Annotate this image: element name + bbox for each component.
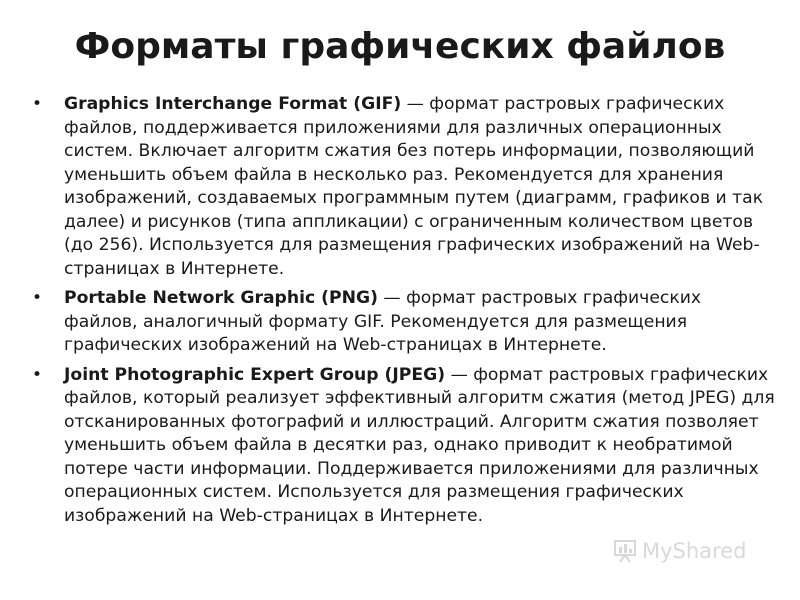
bullet-term: Graphics Interchange Format (GIF)	[64, 94, 402, 114]
bullet-term: Joint Photographic Expert Group (JPEG)	[64, 364, 446, 385]
watermark-text: MyShared	[642, 539, 747, 563]
bullet-term: Portable Network Graphic (PNG)	[64, 288, 378, 308]
slide-title: Форматы графических файлов	[74, 26, 726, 67]
bullet-text: — формат растровых графических файлов, поддерживается приложениями для различных операционных систем. Включает алгоритм сжатия без потерь информации, позволяющий уменьшить объем файла в несколько раз. Рекомендуется для хранения изображений, создаваемых программным путем (диаграмм, графиков и так далее) и рисунков (типа аппликации) с ограниченным количеством цветов (до 256). Используется для размещения графических изображений на Web-страницах в Интернете.	[64, 94, 764, 279]
bullet-text: — формат растровых графических файлов, аналогичный формату GIF. Рекомендуется для размещения графических изображений на Web-страницах в Интернете.	[64, 288, 702, 355]
presentation-board-icon	[612, 538, 638, 564]
bullet-dot-icon: •	[32, 364, 43, 385]
bullet-item-jpeg	[30, 364, 780, 529]
bullet-text: — формат растровых графических файлов, который реализует эффективный алгоритм сжатия (метод JPEG) для отсканированных фотографий и иллюстраций. Алгоритм сжатия позволяет уменьшить объем файла в десятки раз, однако приводит к необратимой потере части информации. Поддерживается приложениями для различных операционных систем. Используется для размещения графических изображений на Web-страницах в Интернете.	[64, 364, 775, 526]
watermark	[612, 537, 746, 565]
bullet-dot-icon: •	[32, 288, 43, 308]
bullet-item-gif	[30, 93, 780, 281]
bullet-dot-icon: •	[32, 94, 43, 114]
bullet-item-png	[30, 287, 780, 358]
bullet-list	[30, 93, 780, 534]
